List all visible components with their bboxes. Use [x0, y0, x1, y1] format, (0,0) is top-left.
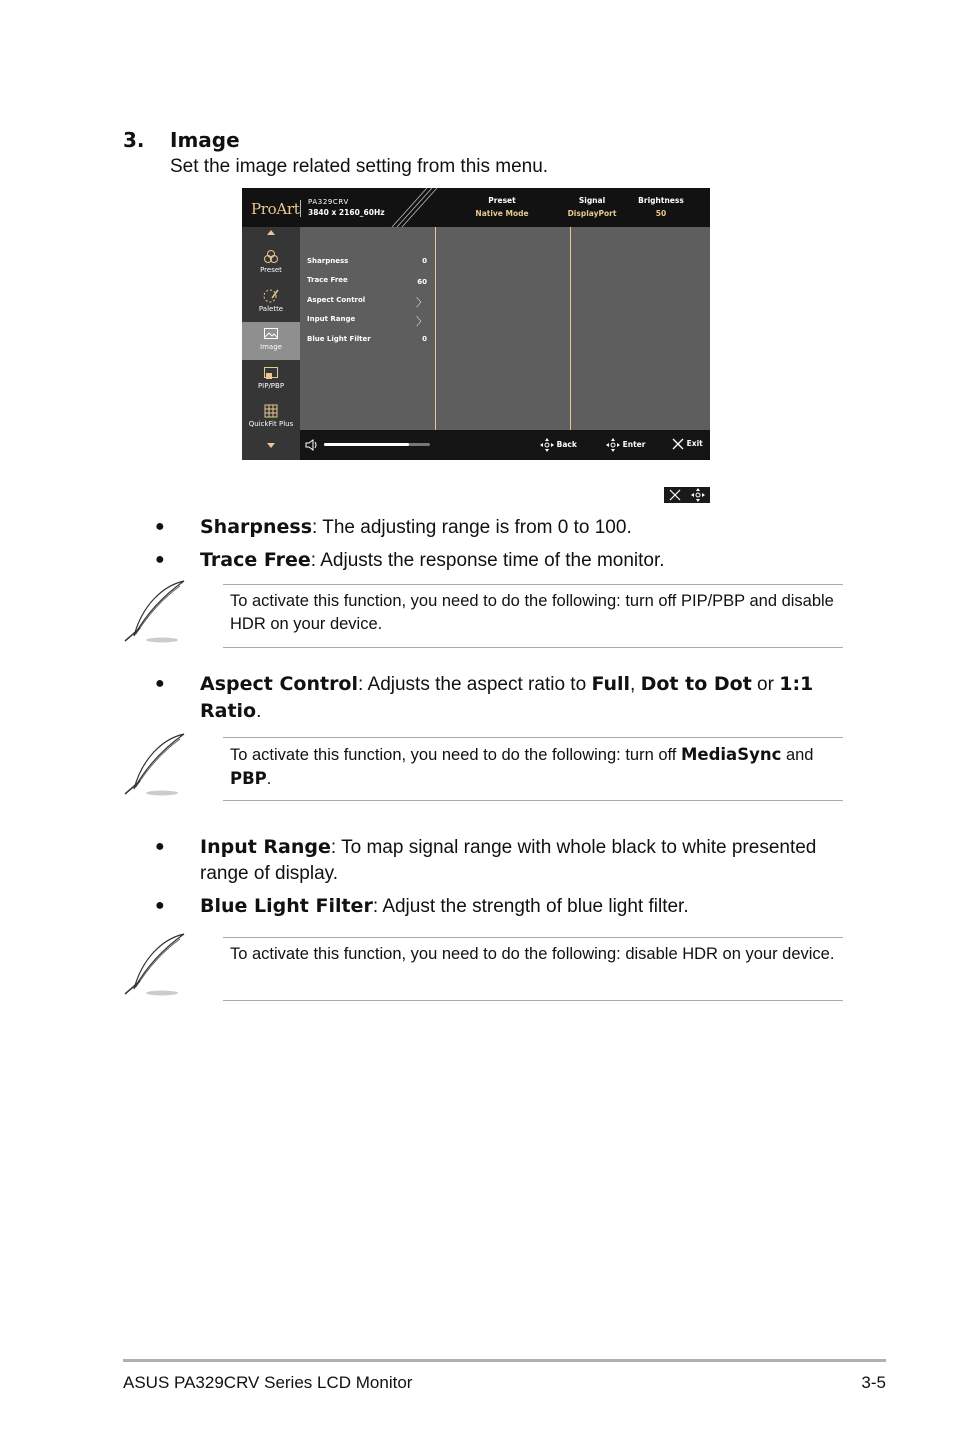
option-dot-to-dot: Dot to Dot — [640, 673, 752, 695]
bullet-trace-free — [200, 547, 850, 574]
volume-slider[interactable] — [324, 443, 430, 446]
back-label: Back — [556, 440, 577, 449]
scroll-up-icon[interactable] — [267, 230, 275, 235]
brand-logo: ProArt — [251, 200, 300, 218]
term: Trace Free — [200, 549, 311, 571]
osd-header — [242, 188, 710, 227]
enter-label: Enter — [622, 440, 646, 449]
separator: . — [256, 701, 262, 722]
osd-item-label: Aspect Control — [307, 296, 366, 304]
speaker-icon — [304, 438, 320, 452]
osd-sidebar — [242, 227, 300, 460]
bullet-sharpness — [200, 514, 850, 541]
header-preset — [462, 196, 542, 218]
term: Aspect Control — [200, 673, 359, 695]
bullet-icon: ● — [155, 551, 165, 568]
divider — [223, 937, 843, 938]
osd-item-label: Blue Light Filter — [307, 335, 371, 343]
exit-button[interactable] — [672, 438, 703, 450]
sidebar-label: Palette — [258, 305, 284, 313]
note-2 — [230, 743, 845, 791]
section-description: Set the image related setting from this menu. — [170, 156, 549, 177]
joystick-icon — [691, 488, 705, 502]
close-icon — [672, 438, 684, 450]
option-full: Full — [591, 673, 631, 695]
term: PBP — [230, 769, 267, 788]
resolution: 3840 x 2160_60Hz — [308, 208, 385, 217]
note-1: To activate this function, you need to do the following: turn off PIP/PBP and disable HDR on your device. — [230, 592, 834, 633]
header-value: 50 — [655, 209, 667, 218]
divider — [300, 200, 301, 217]
joystick-icon — [540, 438, 554, 452]
joystick-icon — [606, 438, 620, 452]
key-icons — [664, 487, 710, 503]
osd-item-input-range[interactable] — [307, 315, 429, 329]
bullet-input-range — [200, 834, 850, 887]
decorative-stripes — [382, 188, 442, 227]
osd-item-label: Sharpness — [307, 257, 349, 265]
note-3: To activate this function, you need to do the following: disable HDR on your device. — [230, 945, 835, 963]
bullet-icon: ● — [155, 675, 165, 692]
exit-label: Exit — [686, 439, 703, 448]
osd-item-label: Input Range — [307, 315, 356, 323]
sidebar-item-palette[interactable] — [242, 284, 300, 322]
option-ratio: 1:1 Ratio — [200, 673, 814, 722]
sidebar-item-pip-pbp[interactable] — [242, 361, 300, 399]
grid-icon — [263, 403, 279, 419]
sidebar-label: QuickFit Plus — [248, 420, 294, 428]
osd-item-aspect-control[interactable] — [307, 296, 429, 310]
close-icon — [669, 489, 681, 501]
separator: . — [266, 770, 272, 788]
header-signal — [552, 196, 632, 218]
osd-item-label: Trace Free — [307, 276, 348, 284]
chevron-right-icon: 〉 — [416, 296, 427, 309]
separator: , — [630, 674, 641, 695]
description: : The adjusting range is from 0 to 100. — [312, 517, 632, 538]
page-number: 3-5 — [861, 1373, 886, 1392]
footer-title: ASUS PA329CRV Series LCD Monitor — [123, 1373, 413, 1392]
pip-icon — [263, 365, 279, 381]
description: : Adjusts the response time of the monitor. — [310, 550, 665, 571]
bullet-blue-light-filter — [200, 893, 850, 920]
footer-divider — [123, 1359, 886, 1362]
section-title: Image — [170, 128, 240, 152]
sidebar-item-preset[interactable] — [242, 245, 300, 283]
description: : Adjusts the aspect ratio to — [358, 674, 592, 695]
sidebar-label: Preset — [260, 266, 282, 274]
enter-button[interactable] — [606, 438, 645, 452]
osd-menu-screenshot — [242, 188, 710, 460]
image-icon — [263, 326, 279, 342]
sidebar-item-quickfit[interactable] — [242, 399, 300, 437]
note-feather-icon — [122, 578, 188, 644]
volume-fill — [324, 443, 409, 446]
header-value: DisplayPort — [567, 209, 617, 218]
description: : To map signal range with whole black to white presented range of display. — [200, 837, 817, 884]
separator: and — [781, 746, 814, 764]
term: MediaSync — [680, 745, 782, 764]
section-number: 3. — [123, 128, 145, 152]
divider — [223, 737, 843, 738]
note-feather-icon — [122, 731, 188, 797]
sidebar-item-image[interactable] — [242, 322, 300, 360]
osd-item-trace-free[interactable] — [307, 276, 429, 290]
bullet-icon: ● — [155, 897, 165, 914]
preset-icon — [263, 249, 279, 265]
term: Input Range — [200, 836, 331, 858]
palette-icon — [262, 288, 280, 304]
divider — [223, 647, 843, 648]
divider — [223, 584, 843, 585]
divider — [223, 800, 843, 801]
osd-item-blue-light-filter[interactable] — [307, 335, 429, 349]
chevron-right-icon: 〉 — [416, 315, 427, 328]
osd-footer — [300, 430, 710, 460]
sidebar-label: Image — [260, 343, 282, 351]
header-brightness — [621, 196, 701, 218]
divider — [223, 1000, 843, 1001]
back-button[interactable] — [540, 438, 577, 452]
term: Blue Light Filter — [200, 895, 373, 917]
header-label: Signal — [578, 196, 606, 205]
description: : Adjust the strength of blue light filter. — [372, 896, 689, 917]
note-text: To activate this function, you need to do the following: turn off — [230, 746, 681, 764]
header-label: Brightness — [638, 196, 684, 205]
separator: or — [751, 674, 780, 695]
osd-submenu-panel — [436, 227, 571, 430]
term: Sharpness — [200, 516, 313, 538]
osd-item-value: 0 — [422, 335, 427, 343]
bullet-icon: ● — [155, 838, 165, 855]
note-feather-icon — [122, 931, 188, 997]
osd-item-sharpness[interactable] — [307, 257, 429, 271]
osd-item-value: 0 — [422, 257, 427, 265]
osd-item-value: 60 — [417, 278, 427, 286]
scroll-down-icon[interactable] — [267, 443, 275, 448]
model-name: PA329CRV — [308, 198, 349, 206]
osd-options-panel — [301, 227, 436, 430]
sidebar-label: PIP/PBP — [257, 382, 285, 390]
bullet-aspect-control — [200, 671, 850, 725]
bullet-icon: ● — [155, 518, 165, 535]
header-value: Native Mode — [475, 209, 529, 218]
header-label: Preset — [488, 196, 516, 205]
